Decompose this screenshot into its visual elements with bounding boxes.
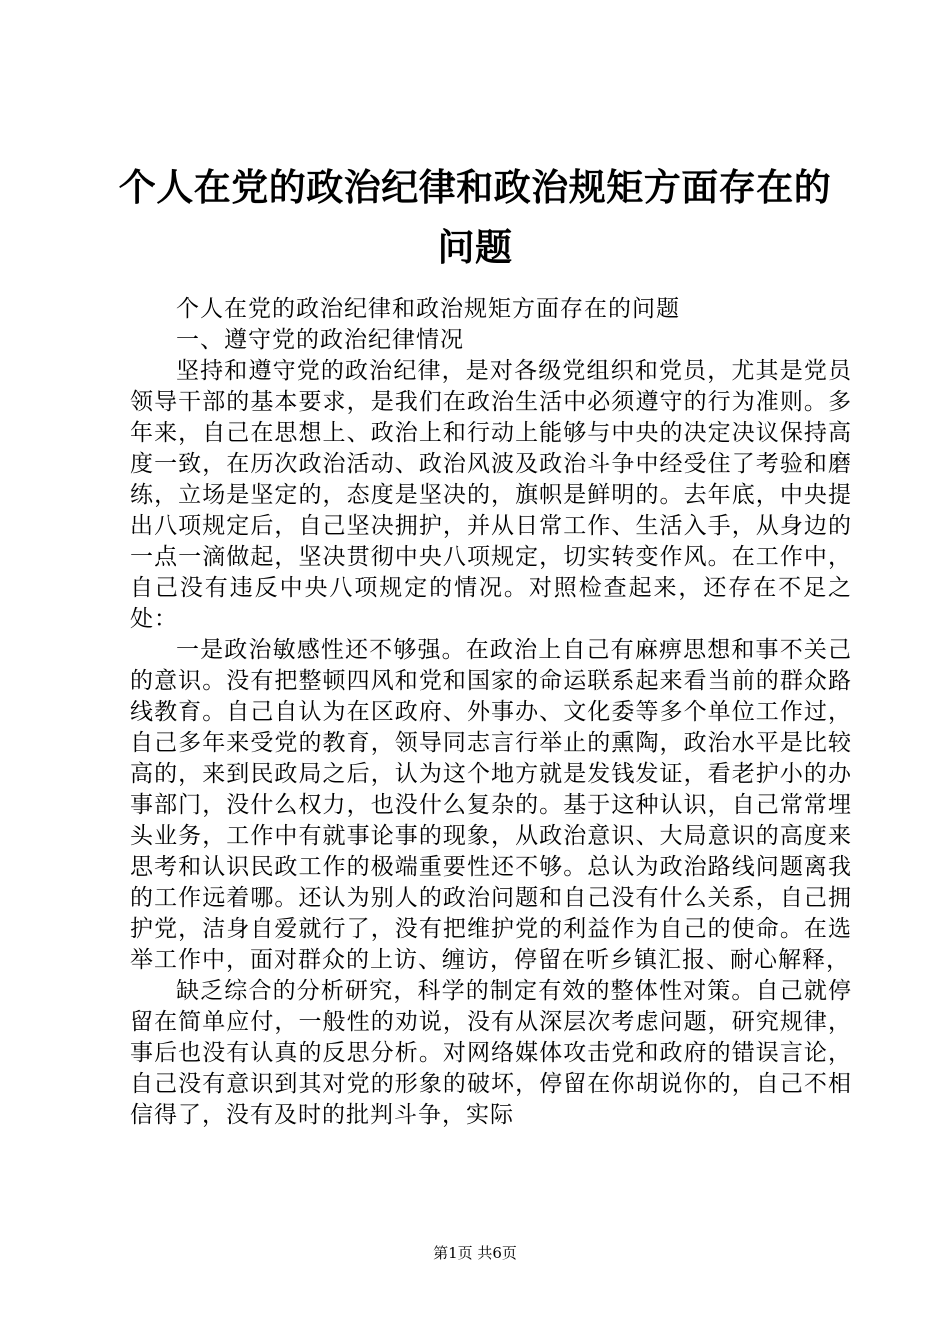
document-title: 个人在党的政治纪律和政治规矩方面存在的问题 bbox=[118, 166, 832, 269]
paragraph-2: 一是政治敏感性还不够强。在政治上自己有麻痹思想和事不关己的意识。没有把整顿四风和党和国家的命运联系起来看当前的群众路线教育。自己自认为在区政府、外事办、文化委等多个单位工作过，自己多年来受党的教育，领导同志言行举止的熏陶，政治水平是比较高的，来到民政局之后，认为这个地方就是发钱发证，看老护小的办事部门，没什么权力，也没什么复杂的。基于这种认识，自己常常埋头业务，工作中有就事论事的现象，从政治意识、大局意识的高度来思考和认识民政工作的极端重要性还不够。总认为政治路线问题离我的工作远着哪。还认为别人的政治问题和自己没有什么关系，自己拥护党，洁身自爱就行了，没有把维护党的利益作为自己的使命。在选举工作中，面对群众的上访、缠访，停留在听乡镇汇报、耐心解释， bbox=[130, 637, 852, 973]
page-number: 第1页 共6页 bbox=[433, 1244, 517, 1262]
document-body bbox=[130, 294, 852, 1131]
paragraph-3: 缺乏综合的分析研究，科学的制定有效的整体性对策。自己就停留在简单应付，一般性的劝说，没有从深层次考虑问题，研究规律，事后也没有认真的反思分析。对网络媒体攻击党和政府的错误言论，自己没有意识到其对党的形象的破坏，停留在你胡说你的，自己不相信得了，没有及时的批判斗争，实际 bbox=[130, 978, 852, 1128]
paragraph-section-heading: 一、遵守党的政治纪律情况 bbox=[176, 327, 464, 353]
paragraph-1: 坚持和遵守党的政治纪律，是对各级党组织和党员，尤其是党员领导干部的基本要求，是我们在政治生活中必须遵守的行为准则。多年来，自己在思想上、政治上和行动上能够与中央的决定决议保持高度一致，在历次政治活动、政治风波及政治斗争中经受住了考验和磨练，立场是坚定的，态度是坚决的，旗帜是鲜明的。去年底，中央提出八项规定后，自己坚决拥护，并从日常工作、生活入手，从身边的一点一滴做起，坚决贯彻中央八项规定，切实转变作风。在工作中，自己没有违反中央八项规定的情况。对照检查起来，还存在不足之处： bbox=[130, 358, 852, 632]
paragraph-subtitle: 个人在党的政治纪律和政治规矩方面存在的问题 bbox=[176, 296, 680, 322]
